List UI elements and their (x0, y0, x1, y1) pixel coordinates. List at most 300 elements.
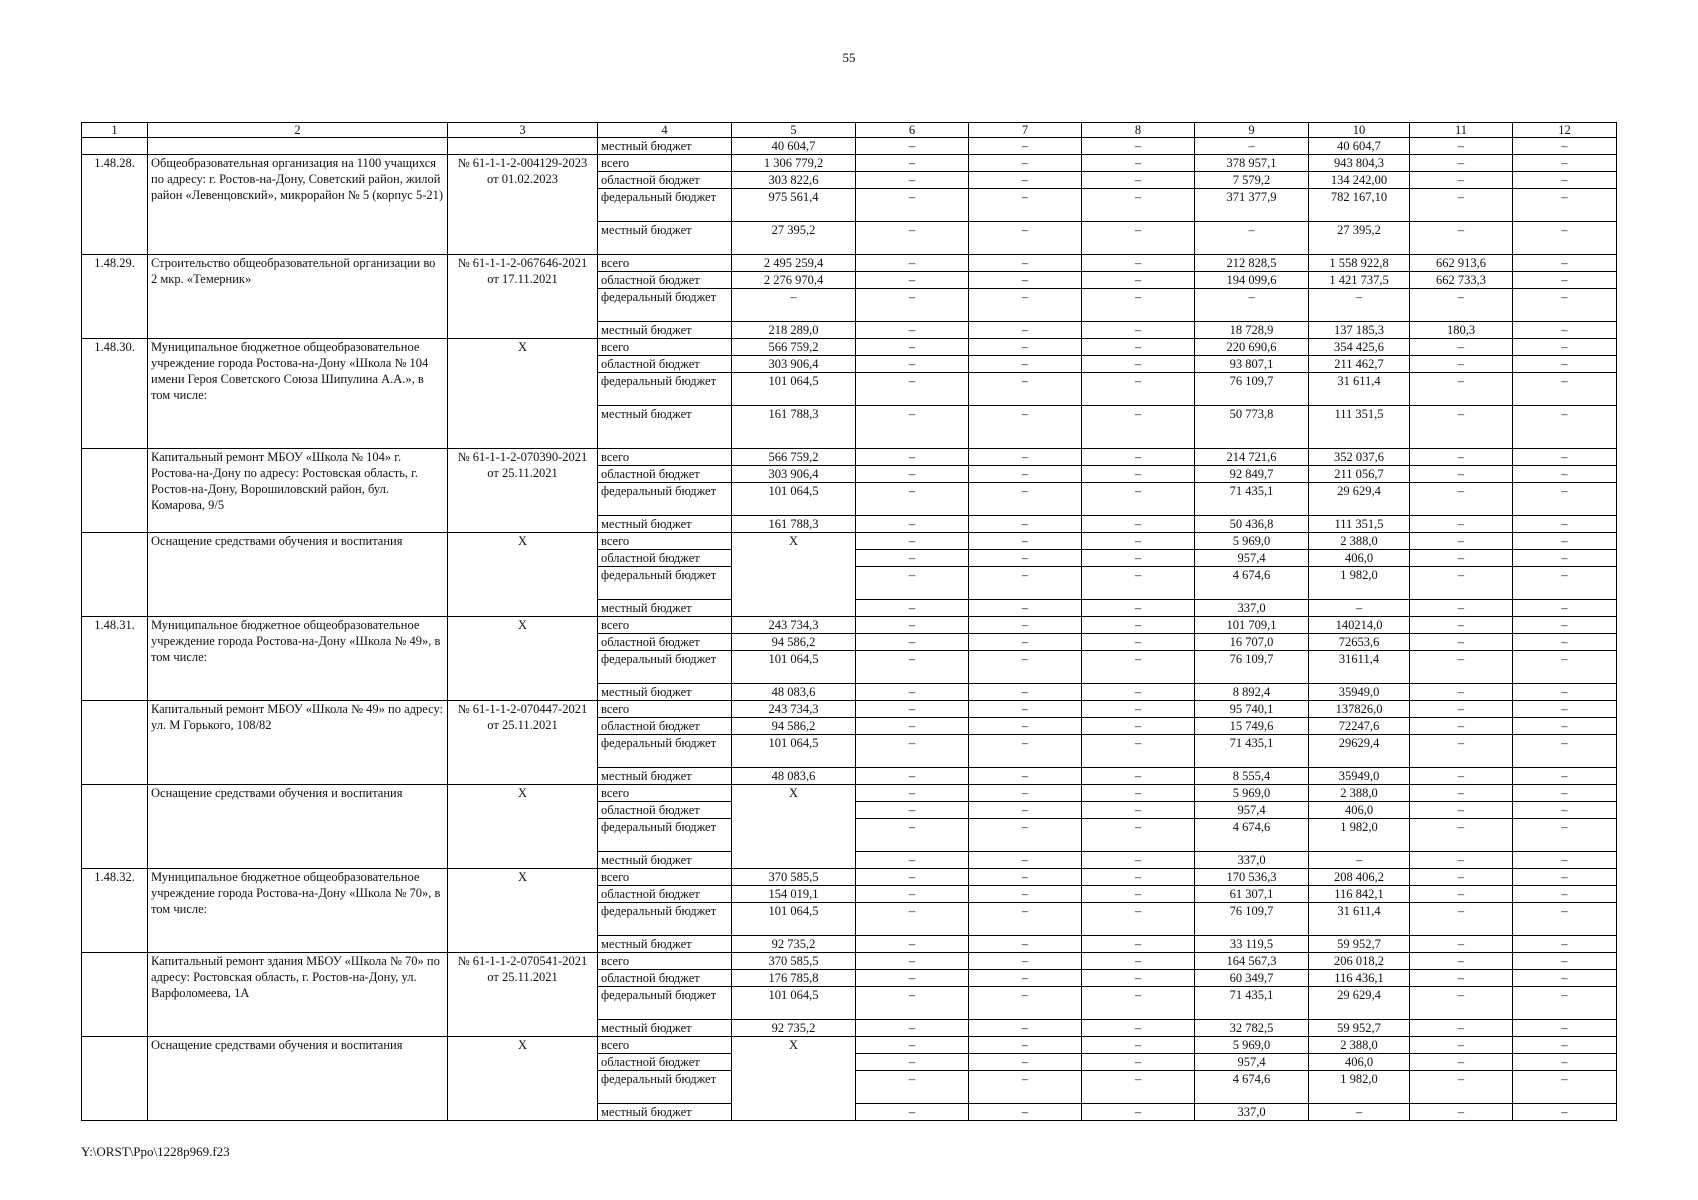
value-cell: 111 351,5 (1309, 516, 1410, 533)
value-cell: – (1410, 617, 1513, 634)
value-cell: – (969, 600, 1082, 617)
value-cell: – (1082, 567, 1195, 600)
value-cell: – (1082, 406, 1195, 449)
value-cell: 27 395,2 (732, 222, 856, 255)
value-cell: – (1195, 289, 1309, 322)
column-header: 6 (856, 123, 969, 138)
value-cell: – (856, 600, 969, 617)
value-cell: – (1410, 466, 1513, 483)
value-cell: – (969, 617, 1082, 634)
value-cell: – (1410, 1037, 1513, 1054)
value-cell: 566 759,2 (732, 449, 856, 466)
value-cell: 111 351,5 (1309, 406, 1410, 449)
table-row (82, 339, 1617, 356)
value-cell: – (1082, 987, 1195, 1020)
value-cell: 95 740,1 (1195, 701, 1309, 718)
value-cell: – (856, 768, 969, 785)
budget-type: всего (598, 449, 732, 466)
value-cell: – (1513, 819, 1617, 852)
merged-value-cell: X (732, 1037, 856, 1121)
value-cell: – (1410, 936, 1513, 953)
value-cell: 27 395,2 (1309, 222, 1410, 255)
value-cell: 31 611,4 (1309, 373, 1410, 406)
value-cell: – (856, 516, 969, 533)
value-cell: – (1513, 684, 1617, 701)
value-cell: – (1513, 617, 1617, 634)
table-row (82, 138, 1617, 155)
value-cell: 101 064,5 (732, 483, 856, 516)
value-cell: – (1410, 138, 1513, 155)
value-cell: – (1410, 768, 1513, 785)
value-cell: – (969, 516, 1082, 533)
value-cell: 161 788,3 (732, 406, 856, 449)
item-name: Капитальный ремонт МБОУ «Школа № 104» г. Ростова-на-Дону по адресу: Ростовская область, г. Ростов-на-Дону, Ворошиловский район, бул. Комарова, 9/5 (148, 449, 448, 533)
budget-type: федеральный бюджет (598, 483, 732, 516)
item-name: Муниципальное бюджетное общеобразовательное учреждение города Ростова-на-Дону «Школа № 70», в том числе: (148, 869, 448, 953)
value-cell: – (969, 1054, 1082, 1071)
value-cell: – (856, 802, 969, 819)
item-number (82, 533, 148, 617)
item-number: 1.48.31. (82, 617, 148, 701)
value-cell: – (969, 903, 1082, 936)
budget-type: федеральный бюджет (598, 987, 732, 1020)
budget-type: областной бюджет (598, 1054, 732, 1071)
item-number: 1.48.28. (82, 155, 148, 255)
value-cell: – (1513, 886, 1617, 903)
item-name (148, 138, 448, 155)
value-cell: – (1082, 516, 1195, 533)
value-cell: – (1513, 785, 1617, 802)
value-cell: – (856, 617, 969, 634)
value-cell: – (856, 466, 969, 483)
value-cell: – (1513, 449, 1617, 466)
value-cell: – (969, 1104, 1082, 1121)
value-cell: – (1410, 785, 1513, 802)
value-cell: 59 952,7 (1309, 1020, 1410, 1037)
value-cell: 1 306 779,2 (732, 155, 856, 172)
budget-type: областной бюджет (598, 802, 732, 819)
column-header-row (82, 123, 1617, 138)
value-cell: – (856, 533, 969, 550)
value-cell: – (1513, 272, 1617, 289)
value-cell: 32 782,5 (1195, 1020, 1309, 1037)
value-cell: 29629,4 (1309, 735, 1410, 768)
value-cell: – (856, 356, 969, 373)
value-cell: – (1082, 1071, 1195, 1104)
value-cell: 662 733,3 (1410, 272, 1513, 289)
column-header: 7 (969, 123, 1082, 138)
value-cell: – (1082, 550, 1195, 567)
value-cell: – (1513, 466, 1617, 483)
value-cell: – (1082, 172, 1195, 189)
value-cell: – (1410, 533, 1513, 550)
value-cell: – (969, 356, 1082, 373)
value-cell: – (1513, 1104, 1617, 1121)
budget-type: федеральный бюджет (598, 373, 732, 406)
value-cell: 406,0 (1309, 802, 1410, 819)
value-cell: – (1082, 449, 1195, 466)
value-cell: 137826,0 (1309, 701, 1410, 718)
value-cell: – (969, 483, 1082, 516)
budget-type: местный бюджет (598, 406, 732, 449)
table-row (82, 255, 1617, 272)
value-cell: – (969, 1020, 1082, 1037)
budget-type: местный бюджет (598, 768, 732, 785)
value-cell: – (1410, 189, 1513, 222)
value-cell: – (1410, 516, 1513, 533)
value-cell: 15 749,6 (1195, 718, 1309, 735)
item-number: 1.48.30. (82, 339, 148, 449)
item-number: 1.48.32. (82, 869, 148, 953)
value-cell: 16 707,0 (1195, 634, 1309, 651)
value-cell: – (1513, 516, 1617, 533)
value-cell: – (969, 852, 1082, 869)
value-cell: – (1410, 651, 1513, 684)
value-cell: – (969, 567, 1082, 600)
document-reference: X (448, 533, 598, 617)
value-cell: 220 690,6 (1195, 339, 1309, 356)
document-reference (448, 138, 598, 155)
column-header: 9 (1195, 123, 1309, 138)
value-cell: 116 842,1 (1309, 886, 1410, 903)
value-cell: 2 388,0 (1309, 1037, 1410, 1054)
value-cell: – (1082, 1104, 1195, 1121)
value-cell: – (1410, 735, 1513, 768)
budget-type: местный бюджет (598, 852, 732, 869)
value-cell: 975 561,4 (732, 189, 856, 222)
item-name: Муниципальное бюджетное общеобразовательное учреждение города Ростова-на-Дону «Школа № 49», в том числе: (148, 617, 448, 701)
value-cell: – (1513, 651, 1617, 684)
budget-type: федеральный бюджет (598, 819, 732, 852)
value-cell: – (1410, 449, 1513, 466)
budget-type: всего (598, 785, 732, 802)
value-cell: 212 828,5 (1195, 255, 1309, 272)
item-number (82, 1037, 148, 1121)
value-cell: – (1513, 567, 1617, 600)
value-cell: 943 804,3 (1309, 155, 1410, 172)
value-cell: – (1513, 189, 1617, 222)
value-cell: – (1410, 1104, 1513, 1121)
value-cell: 208 406,2 (1309, 869, 1410, 886)
value-cell: 957,4 (1195, 802, 1309, 819)
value-cell: 101 064,5 (732, 373, 856, 406)
value-cell: – (1513, 222, 1617, 255)
value-cell: – (856, 322, 969, 339)
value-cell: 406,0 (1309, 550, 1410, 567)
value-cell: 371 377,9 (1195, 189, 1309, 222)
value-cell: 194 099,6 (1195, 272, 1309, 289)
value-cell: 170 536,3 (1195, 869, 1309, 886)
column-header: 1 (82, 123, 148, 138)
document-reference: № 61-1-1-2-004129-2023 от 01.02.2023 (448, 155, 598, 255)
value-cell: – (1410, 483, 1513, 516)
value-cell: – (1082, 1037, 1195, 1054)
value-cell: 33 119,5 (1195, 936, 1309, 953)
value-cell: – (969, 322, 1082, 339)
value-cell: – (856, 852, 969, 869)
budget-type: федеральный бюджет (598, 1071, 732, 1104)
value-cell: 164 567,3 (1195, 953, 1309, 970)
document-reference: X (448, 617, 598, 701)
value-cell: – (1082, 970, 1195, 987)
value-cell: – (1082, 356, 1195, 373)
value-cell: – (969, 684, 1082, 701)
budget-type: федеральный бюджет (598, 567, 732, 600)
value-cell: – (1082, 684, 1195, 701)
value-cell: – (969, 987, 1082, 1020)
value-cell: – (1513, 138, 1617, 155)
value-cell: – (1410, 869, 1513, 886)
value-cell: 1 982,0 (1309, 819, 1410, 852)
value-cell: – (969, 155, 1082, 172)
value-cell: – (856, 735, 969, 768)
table-row (82, 785, 1617, 802)
value-cell: – (1513, 155, 1617, 172)
value-cell: 303 906,4 (732, 466, 856, 483)
value-cell: 406,0 (1309, 1054, 1410, 1071)
value-cell: 94 586,2 (732, 718, 856, 735)
budget-type: всего (598, 533, 732, 550)
value-cell: – (1513, 1037, 1617, 1054)
value-cell: – (1309, 600, 1410, 617)
value-cell: – (1082, 339, 1195, 356)
value-cell: 92 735,2 (732, 936, 856, 953)
value-cell: – (1410, 172, 1513, 189)
value-cell: – (969, 802, 1082, 819)
value-cell: 782 167,10 (1309, 189, 1410, 222)
budget-type: всего (598, 255, 732, 272)
value-cell: – (1410, 953, 1513, 970)
value-cell: – (1513, 634, 1617, 651)
value-cell: – (969, 768, 1082, 785)
document-reference: X (448, 869, 598, 953)
value-cell: – (969, 819, 1082, 852)
value-cell: – (1082, 483, 1195, 516)
value-cell: – (856, 172, 969, 189)
value-cell: – (856, 272, 969, 289)
value-cell: – (1513, 255, 1617, 272)
value-cell: – (1410, 802, 1513, 819)
value-cell: – (1082, 886, 1195, 903)
value-cell: 71 435,1 (1195, 735, 1309, 768)
value-cell: – (969, 222, 1082, 255)
value-cell: 4 674,6 (1195, 567, 1309, 600)
table-row (82, 449, 1617, 466)
value-cell: – (1513, 1071, 1617, 1104)
value-cell: 337,0 (1195, 600, 1309, 617)
value-cell: – (1513, 1054, 1617, 1071)
value-cell: 337,0 (1195, 852, 1309, 869)
document-reference: № 61-1-1-2-070390-2021 от 25.11.2021 (448, 449, 598, 533)
value-cell: 8 555,4 (1195, 768, 1309, 785)
value-cell: – (969, 651, 1082, 684)
item-number (82, 138, 148, 155)
value-cell: – (1082, 222, 1195, 255)
value-cell: – (969, 735, 1082, 768)
table-row (82, 533, 1617, 550)
item-name: Строительство общеобразовательной организации во 2 мкр. «Темерник» (148, 255, 448, 339)
value-cell: – (856, 718, 969, 735)
value-cell: – (856, 903, 969, 936)
value-cell: – (969, 449, 1082, 466)
value-cell: – (856, 785, 969, 802)
column-header: 8 (1082, 123, 1195, 138)
value-cell: – (969, 172, 1082, 189)
column-header: 11 (1410, 123, 1513, 138)
value-cell: – (969, 533, 1082, 550)
value-cell: – (856, 189, 969, 222)
footer-file-path: Y:\ORST\Ppo\1228p969.f23 (81, 1144, 230, 1159)
value-cell: 116 436,1 (1309, 970, 1410, 987)
value-cell: – (1082, 953, 1195, 970)
value-cell: 5 969,0 (1195, 785, 1309, 802)
value-cell: 29 629,4 (1309, 483, 1410, 516)
value-cell: 211 056,7 (1309, 466, 1410, 483)
value-cell: 59 952,7 (1309, 936, 1410, 953)
budget-type: областной бюджет (598, 634, 732, 651)
value-cell: 243 734,3 (732, 617, 856, 634)
document-reference: № 61-1-1-2-070447-2021 от 25.11.2021 (448, 701, 598, 785)
value-cell: 957,4 (1195, 1054, 1309, 1071)
value-cell: – (1082, 373, 1195, 406)
budget-type: местный бюджет (598, 138, 732, 155)
value-cell: – (1082, 1020, 1195, 1037)
value-cell: 176 785,8 (732, 970, 856, 987)
budget-type: федеральный бюджет (598, 289, 732, 322)
value-cell: – (856, 373, 969, 406)
value-cell: – (1082, 600, 1195, 617)
value-cell: – (1082, 701, 1195, 718)
value-cell: – (1082, 852, 1195, 869)
value-cell: 40 604,7 (732, 138, 856, 155)
value-cell: – (1309, 289, 1410, 322)
value-cell: – (1082, 138, 1195, 155)
item-number (82, 953, 148, 1037)
value-cell: – (856, 953, 969, 970)
value-cell: – (1082, 802, 1195, 819)
column-header: 4 (598, 123, 732, 138)
value-cell: – (1410, 701, 1513, 718)
value-cell: 337,0 (1195, 1104, 1309, 1121)
value-cell: – (1410, 852, 1513, 869)
document-reference: X (448, 785, 598, 869)
merged-value-cell: X (732, 533, 856, 617)
value-cell: – (1410, 406, 1513, 449)
value-cell: 354 425,6 (1309, 339, 1410, 356)
table-row (82, 155, 1617, 172)
value-cell: 154 019,1 (732, 886, 856, 903)
budget-type: всего (598, 155, 732, 172)
table-body (82, 138, 1617, 1121)
value-cell: – (856, 339, 969, 356)
value-cell: – (732, 289, 856, 322)
value-cell: 137 185,3 (1309, 322, 1410, 339)
value-cell: – (1309, 1104, 1410, 1121)
value-cell: – (1082, 189, 1195, 222)
value-cell: – (1082, 634, 1195, 651)
value-cell: 8 892,4 (1195, 684, 1309, 701)
value-cell: – (969, 1071, 1082, 1104)
value-cell: 161 788,3 (732, 516, 856, 533)
column-header: 2 (148, 123, 448, 138)
value-cell: 370 585,5 (732, 869, 856, 886)
value-cell: – (969, 255, 1082, 272)
document-reference: X (448, 339, 598, 449)
value-cell: – (1513, 289, 1617, 322)
value-cell: – (1410, 1054, 1513, 1071)
value-cell: – (856, 255, 969, 272)
value-cell: – (1082, 651, 1195, 684)
budget-type: федеральный бюджет (598, 189, 732, 222)
value-cell: – (1410, 886, 1513, 903)
budget-type: всего (598, 869, 732, 886)
value-cell: – (856, 1054, 969, 1071)
value-cell: – (1082, 819, 1195, 852)
value-cell: – (1082, 466, 1195, 483)
value-cell: – (969, 406, 1082, 449)
item-number: 1.48.29. (82, 255, 148, 339)
column-header: 5 (732, 123, 856, 138)
value-cell: – (1513, 339, 1617, 356)
value-cell: 76 109,7 (1195, 651, 1309, 684)
value-cell: – (856, 289, 969, 322)
budget-type: всего (598, 617, 732, 634)
budget-type: местный бюджет (598, 516, 732, 533)
value-cell: – (856, 634, 969, 651)
value-cell: – (969, 953, 1082, 970)
item-number (82, 785, 148, 869)
value-cell: – (1513, 533, 1617, 550)
budget-type: федеральный бюджет (598, 735, 732, 768)
value-cell: – (856, 886, 969, 903)
value-cell: 35949,0 (1309, 768, 1410, 785)
value-cell: 378 957,1 (1195, 155, 1309, 172)
value-cell: 50 436,8 (1195, 516, 1309, 533)
value-cell: – (969, 272, 1082, 289)
value-cell: – (1082, 718, 1195, 735)
value-cell: 61 307,1 (1195, 886, 1309, 903)
value-cell: 71 435,1 (1195, 483, 1309, 516)
value-cell: 35949,0 (1309, 684, 1410, 701)
table-row (82, 617, 1617, 634)
value-cell: 218 289,0 (732, 322, 856, 339)
value-cell: – (1513, 735, 1617, 768)
value-cell: 101 064,5 (732, 987, 856, 1020)
value-cell: 2 388,0 (1309, 785, 1410, 802)
value-cell: – (1410, 970, 1513, 987)
value-cell: 206 018,2 (1309, 953, 1410, 970)
value-cell: – (1410, 567, 1513, 600)
value-cell: – (1513, 322, 1617, 339)
value-cell: – (969, 189, 1082, 222)
value-cell: 1 421 737,5 (1309, 272, 1410, 289)
value-cell: – (856, 936, 969, 953)
value-cell: – (969, 886, 1082, 903)
value-cell: – (1513, 701, 1617, 718)
budget-type: областной бюджет (598, 970, 732, 987)
value-cell: – (1410, 289, 1513, 322)
value-cell: – (1410, 356, 1513, 373)
value-cell: – (1410, 634, 1513, 651)
value-cell: 72653,6 (1309, 634, 1410, 651)
item-name: Общеобразовательная организация на 1100 учащихся по адресу: г. Ростов-на-Дону, Советский район, жилой район «Левенцовский», микрорайон № 5 (корпус 5-21) (148, 155, 448, 255)
value-cell: 214 721,6 (1195, 449, 1309, 466)
value-cell: – (1410, 155, 1513, 172)
value-cell: – (1082, 785, 1195, 802)
value-cell: 101 709,1 (1195, 617, 1309, 634)
value-cell: – (969, 718, 1082, 735)
value-cell: – (969, 466, 1082, 483)
